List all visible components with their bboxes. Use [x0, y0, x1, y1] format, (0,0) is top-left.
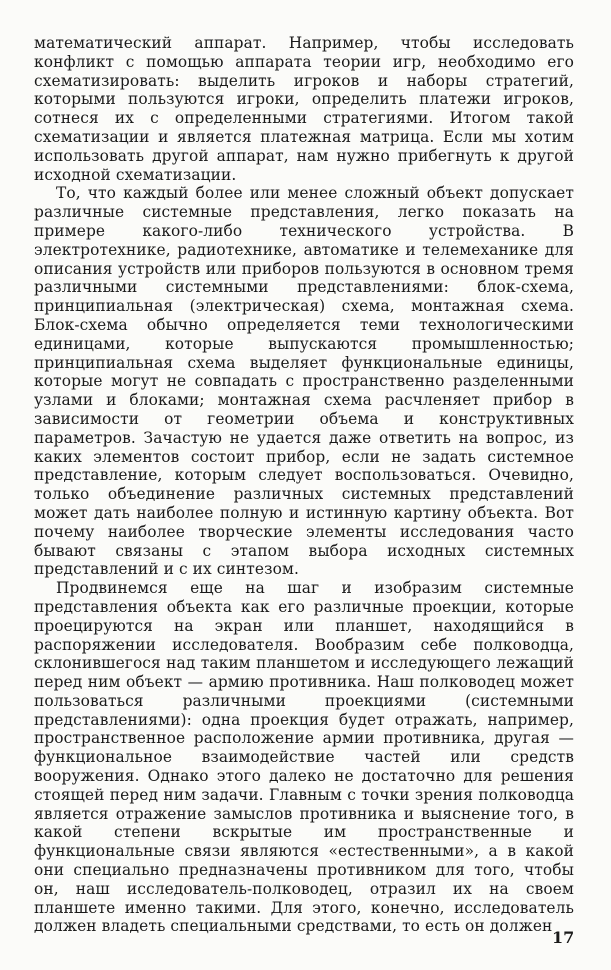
page-number: 17: [552, 928, 575, 947]
paragraph-2: То, что каждый более или менее сложный объект допускает различные системные представления, легко показать на примере какого-либо технического устройства. В электротехнике, радиотехнике, автоматике и телемеханике для описания устройств или приборов пользуются в основном тремя различными системными представлениями: блок-схема, принципиальная (электрическая) схема, монтажная схема. Блок-схема обычно определяется теми технологическими единицами, которые выпускаются промышленностью; принципиальная схема выделяет функциональные единицы, которые могут не совпадать с пространственно разделенными узлами и блоками; монтажная схема расчленяет прибор в зависимости от геометрии объема и конструктивных параметров. Зачастую не удается даже ответить на вопрос, из каких элементов состоит прибор, если не задать системное представление, которым следует воспользоваться. Очевидно, только объединение различных системных представлений может дать наиболее полную и истинную картину объекта. Вот почему наиболее творческие элементы исследования часто бывают связаны с этапом выбора исходных системных представлений и с их синтезом.: [34, 184, 574, 579]
body-text: [34, 34, 574, 936]
paragraph-1: математический аппарат. Например, чтобы исследовать конфликт с помощью аппарата теории игр, необходимо его схематизировать: выделить игроков и наборы стратегий, которыми пользуются игроки, определить платежи игроков, сотнеся их с определенными стратегиями. Итогом такой схематизации и является платежная матрица. Если мы хотим использовать другой аппарат, нам нужно прибегнуть к другой исходной схематизации.: [34, 34, 574, 184]
paragraph-3: Продвинемся еще на шаг и изобразим системные представления объекта как его различные проекции, которые проецируются на экран или планшет, находящийся в распоряжении исследователя. Вообразим себе полководца, склонившегося над таким планшетом и исследующего лежащий перед ним объект — армию противника. Наш полководец может пользоваться различными проекциями (системными представлениями): одна проекция будет отражать, например, пространственное расположение армии противника, другая — функциональное взаимодействие частей или средств вооружения. Однако этого далеко не достаточно для решения стоящей перед ним задачи. Главным с точки зрения полководца является отражение замыслов противника и выяснение того, в какой степени вскрытые им пространственные и функциональные связи являются «естественными», а в какой они специально предназначены противником для того, чтобы он, наш исследователь-полководец, отразил их на своем планшете именно такими. Для этого, конечно, исследователь должен владеть специальными средствами, то есть он должен: [34, 579, 574, 936]
